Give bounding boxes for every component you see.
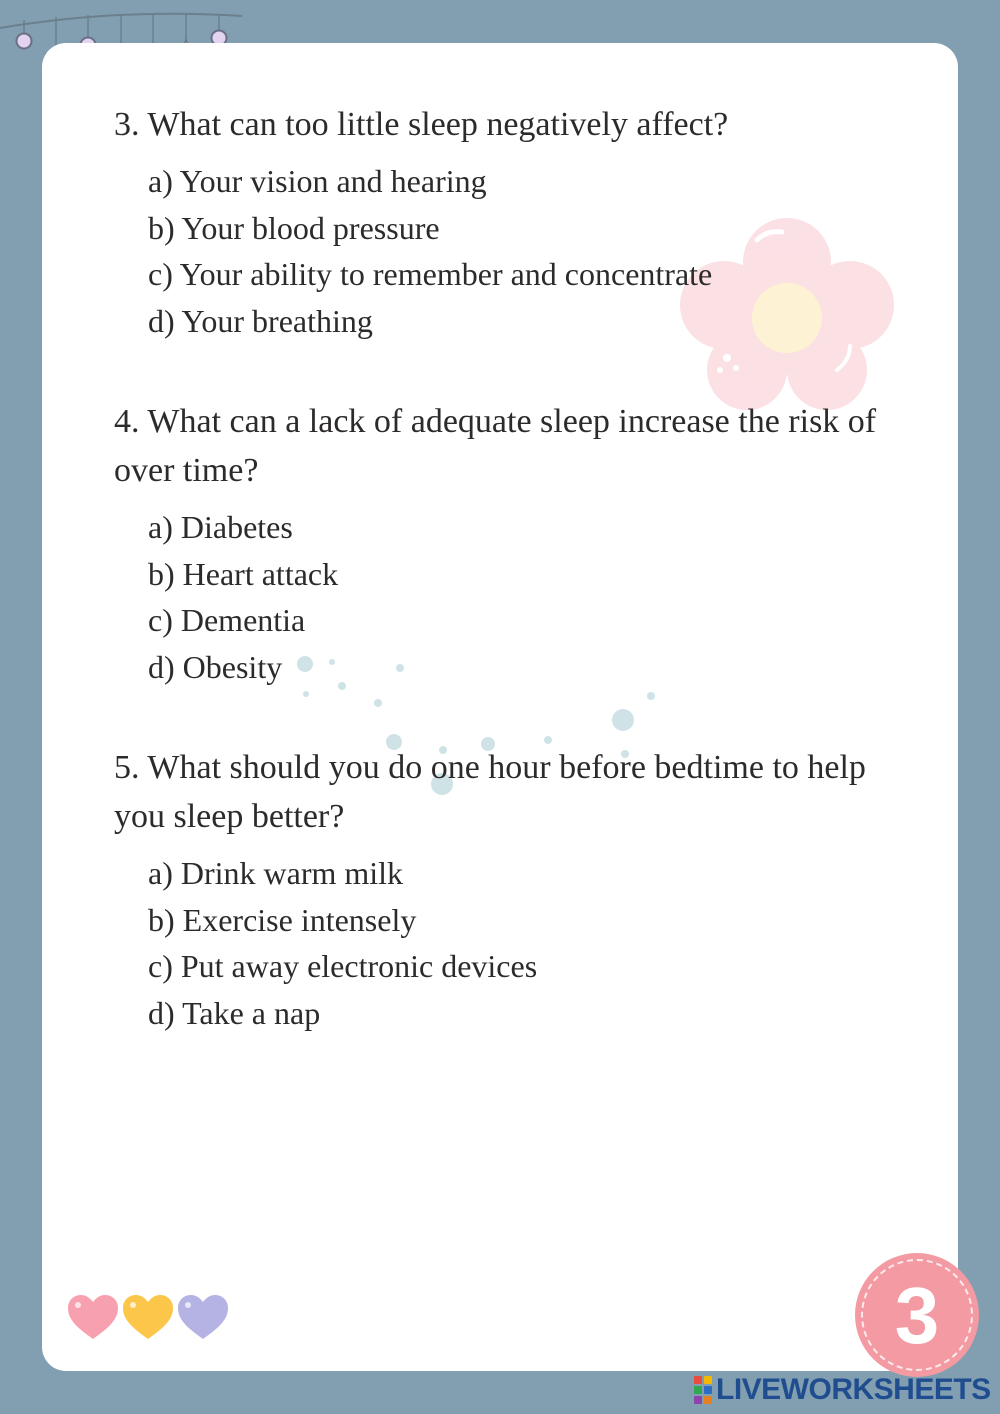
- question-3: [114, 100, 894, 344]
- option-a[interactable]: a) Drink warm milk: [148, 855, 404, 891]
- page-number: 3: [894, 1271, 940, 1360]
- question-5: [114, 743, 894, 1036]
- question-4-options: [148, 504, 894, 690]
- question-3-text: 3. What can too little sleep negatively affect?: [114, 106, 729, 143]
- option-b[interactable]: b) Heart attack: [148, 555, 339, 592]
- question-5-options: [148, 850, 894, 1036]
- page-number-badge: [855, 1253, 979, 1377]
- brand-mark-icon: [694, 1376, 712, 1404]
- option-d[interactable]: d) Obesity: [148, 648, 283, 685]
- option-d[interactable]: d) Your breathing: [148, 302, 373, 339]
- option-b[interactable]: b) Exercise intensely: [148, 901, 417, 938]
- yellow-heart-icon: [123, 1295, 173, 1339]
- option-a[interactable]: a) Your vision and hearing: [148, 163, 487, 199]
- lavender-heart-icon: [178, 1295, 228, 1339]
- option-d[interactable]: d) Take a nap: [148, 994, 321, 1031]
- hearts-decoration: [66, 1293, 232, 1343]
- question-4-text: 4. What can a lack of adequate sleep increase the risk of over time?: [114, 403, 877, 489]
- option-c[interactable]: c) Your ability to remember and concentrate: [148, 256, 713, 292]
- option-a[interactable]: a) Diabetes: [148, 509, 293, 545]
- question-3-options: [148, 158, 894, 344]
- liveworksheets-logo: [694, 1372, 991, 1408]
- option-b[interactable]: b) Your blood pressure: [148, 209, 440, 246]
- pink-heart-icon: [68, 1295, 118, 1339]
- brand-text: LIVEWORKSHEETS: [716, 1373, 991, 1406]
- option-c[interactable]: c) Put away electronic devices: [148, 948, 538, 984]
- question-5-text: 5. What should you do one hour before bedtime to help you sleep better?: [114, 749, 866, 835]
- option-c[interactable]: c) Dementia: [148, 602, 306, 638]
- question-4: [114, 397, 894, 690]
